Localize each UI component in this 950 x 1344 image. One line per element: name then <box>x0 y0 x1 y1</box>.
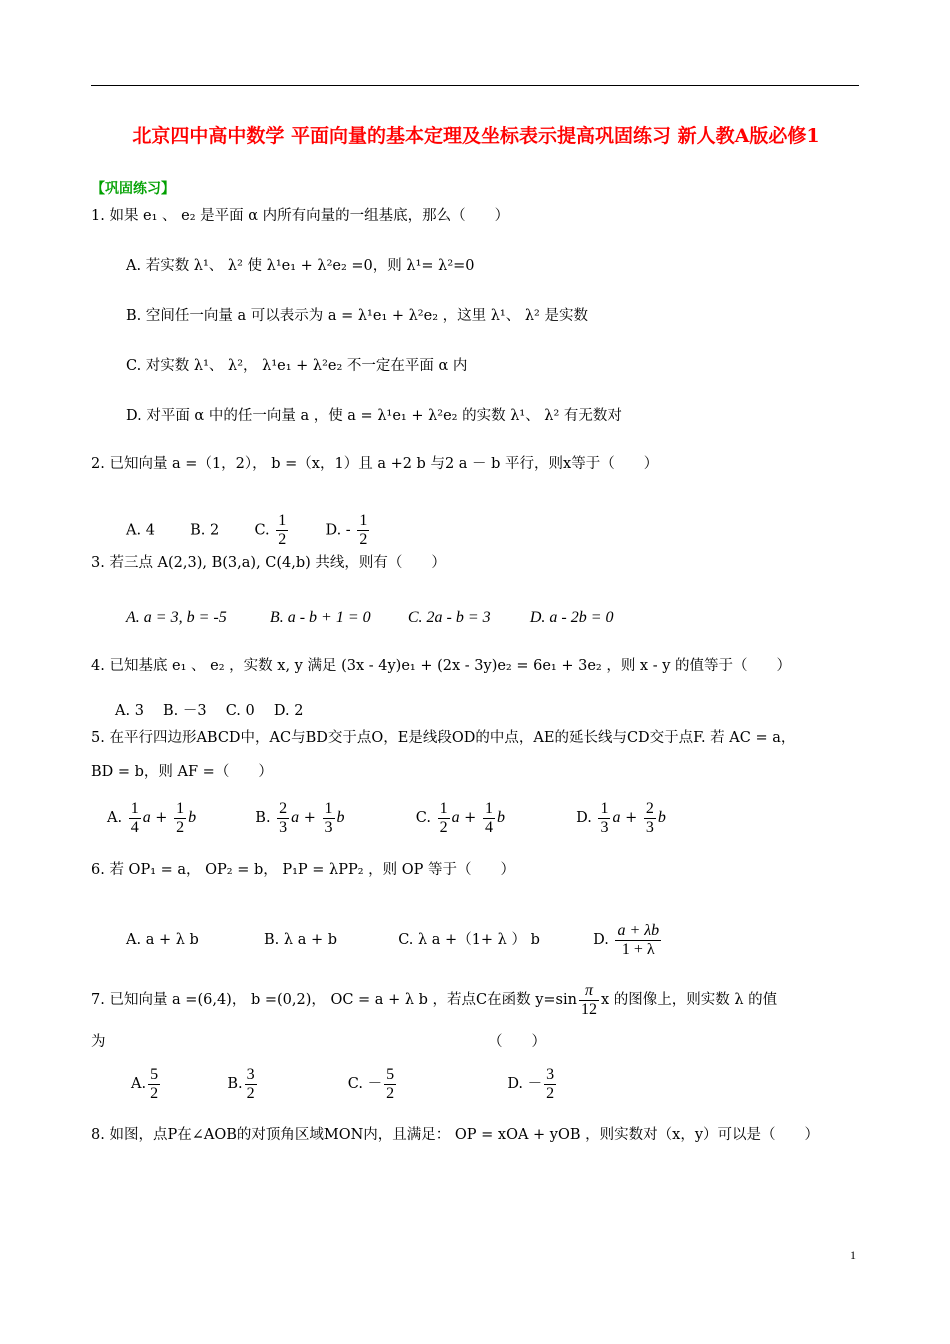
q6-stem: 6. 若 OP₁ = a， OP₂ = b， P₁P = λPP₂ ，则 OP 等于（ ） <box>91 862 516 878</box>
q3-option-c: C. 2a - b = 3 <box>407 609 491 626</box>
q4-stem: 4. 已知基底 e₁ 、 e₂ ，实数 x, y 满足 (3x - 4y)e₁ + (2x - 3y)e₂ = 6e₁ + 3e₂ ，则 x - y 的值等于（ ） <box>91 658 792 674</box>
q3-options <box>126 608 614 628</box>
q5-d-frac1: $\frac{1}{3}$ <box>600 799 609 836</box>
q1-option-d: D. 对平面 α 中的任一向量 a ，使 a = λ¹e₁ + λ²e₂ 的实数 λ¹、 λ² 有无数对 <box>126 408 622 424</box>
section-heading: 【巩固练习】 <box>91 181 175 197</box>
q6-option-a: A. a + λ b <box>126 932 199 948</box>
q2-options <box>126 512 371 549</box>
q7-stem: 7. 已知向量 a =(6,4)， b =(0,2)， OC = a + λ b ，若点C在函数 y=sin $\frac{\pi}{12}$ x 的图像上，则实数 λ 的值 <box>91 981 778 1018</box>
page-number: 1 <box>850 1248 856 1262</box>
q6-option-b: B. λ a + b <box>264 932 337 948</box>
q5-d-frac2: $\frac{2}{3}$ <box>645 799 654 836</box>
q6-option-d-fraction: $\frac{a + \lambda b}{1 + \lambda}$ <box>617 921 660 958</box>
q1-stem: 1. 如果 e₁ 、 e₂ 是平面 α 内所有向量的一组基底，那么（ ） <box>91 208 510 224</box>
q5-options: A. $\frac{1}{4}$ a + $\frac{1}{2}$ b B. $\frac{2}{3}$ a + $\frac{1}{3}$ b C. $\frac{1}{2}$ a + $\frac{1}{4}$ b D. $\frac{1}{3}$ a + $\frac{2}{3}$ b <box>107 799 666 836</box>
q7-a-frac: $\frac{5}{2}$ <box>150 1065 159 1102</box>
q5-b-frac2: $\frac{1}{3}$ <box>324 799 333 836</box>
q4-options: A. 3 B. －3 C. 0 D. 2 <box>115 703 304 719</box>
q5-stem-line2: BD = b，则 AF =（ ） <box>91 764 273 780</box>
q2-option-b: B. 2 <box>190 522 220 539</box>
q6-options: A. a + λ b B. λ a + b C. λ a +（1+ λ ） b D. $\frac{a + \lambda b}{1 + \lambda}$ <box>126 921 660 958</box>
q3-stem: 3. 若三点 A(2,3), B(3,a), C(4,b) 共线，则有（ ） <box>91 555 446 571</box>
q7-d-frac: $\frac{3}{2}$ <box>546 1065 555 1102</box>
q2-option-d-fraction: $\frac{1}{2}$ <box>359 512 368 548</box>
q2-option-c: C. <box>254 522 270 539</box>
header-rule <box>91 85 859 86</box>
q5-c-frac2: $\frac{1}{4}$ <box>484 799 493 836</box>
q2-option-c-fraction: $\frac{1}{2}$ <box>278 512 287 548</box>
q6-option-c: C. λ a +（1+ λ ） b <box>398 932 540 948</box>
q2-option-a: A. 4 <box>126 522 155 539</box>
q5-stem-line1: 5. 在平行四边形ABCD中，AC与BD交于点O，E是线段OD的中点，AE的延长线与CD交于点F. 若 AC = a， <box>91 730 796 746</box>
q5-c-frac1: $\frac{1}{2}$ <box>439 799 448 836</box>
q1-option-c: C. 对实数 λ¹、 λ²， λ¹e₁ + λ²e₂ 不一定在平面 α 内 <box>126 358 468 374</box>
page-title: 北京四中高中数学 平面向量的基本定理及坐标表示提高巩固练习 新人教A版必修1 <box>132 125 820 147</box>
q3-option-a: A. a = 3, b = -5 <box>126 609 227 626</box>
q7-stem-line2: 为 <box>91 1034 106 1050</box>
q8-stem: 8. 如图，点P在∠AOB的对顶角区域MON内，且满足： OP = xOA + yOB ，则实数对（x，y）可以是（ ） <box>91 1127 820 1143</box>
q3-option-d: D. a - 2b = 0 <box>529 609 614 626</box>
q7-c-frac: $\frac{5}{2}$ <box>386 1065 395 1102</box>
q1-option-a: A. 若实数 λ¹、 λ² 使 λ¹e₁ + λ²e₂ =0，则 λ¹= λ²=0 <box>126 258 475 274</box>
q2-option-d: D. - <box>325 522 351 539</box>
q1-option-b: B. 空间任一向量 a 可以表示为 a = λ¹e₁ + λ²e₂ ，这里 λ¹、 λ² 是实数 <box>126 308 588 324</box>
q5-b-frac1: $\frac{2}{3}$ <box>279 799 288 836</box>
q7-pi-fraction: $\frac{\pi}{12}$ <box>580 981 597 1018</box>
q2-stem: 2. 已知向量 a =（1，2）， b =（x，1）且 a +2 b 与2 a － b 平行，则x等于（ ） <box>91 456 659 472</box>
q7-options: A. $\frac{5}{2}$ B. $\frac{3}{2}$ C. － $\frac{5}{2}$ D. － $\frac{3}{2}$ <box>131 1065 555 1102</box>
q3-option-b: B. a - b + 1 = 0 <box>269 609 371 626</box>
q7-answer-paren: （ ） <box>488 1034 546 1050</box>
q5-a-frac1: $\frac{1}{4}$ <box>130 799 139 836</box>
q5-a-frac2: $\frac{1}{2}$ <box>176 799 185 836</box>
q7-b-frac: $\frac{3}{2}$ <box>246 1065 255 1102</box>
